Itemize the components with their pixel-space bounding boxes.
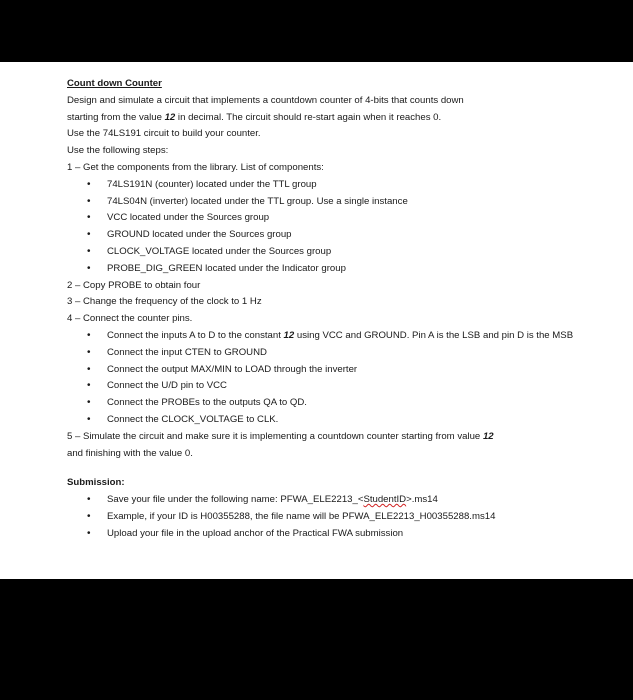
submission-item: • Save your file under the following name: PFWA_ELE2213_<StudentID>.ms14: [67, 492, 613, 509]
step-3: 3 – Change the frequency of the clock to 1 Hz: [67, 296, 262, 308]
step-5: 5 – Simulate the circuit and make sure it is implementing a countdown counter starting from value 12: [67, 430, 494, 442]
component-item: • 74LS191N (counter) located under the TTL group: [67, 177, 613, 194]
connection-item: • Connect the CLOCK_VOLTAGE to CLK.: [67, 412, 613, 429]
value-twelve: 12: [164, 111, 176, 123]
student-id-placeholder: StudentID: [363, 494, 407, 506]
submission-title: Submission:: [67, 477, 125, 489]
component-item: • PROBE_DIG_GREEN located under the Indicator group: [67, 261, 613, 278]
document-title: Count down Counter: [67, 78, 162, 89]
connection-list: [67, 328, 613, 429]
step-2: 2 – Copy PROBE to obtain four: [67, 279, 201, 291]
component-list: [67, 177, 613, 278]
spacer: [67, 462, 613, 475]
intro-line-4: Use the following steps:: [67, 145, 169, 157]
submission-item: • Upload your file in the upload anchor of the Practical FWA submission: [67, 526, 613, 543]
submission-item: • Example, if your ID is H00355288, the file name will be PFWA_ELE2213_H00355288.ms14: [67, 509, 613, 526]
connection-item: • Connect the PROBEs to the outputs QA to QD.: [67, 395, 613, 412]
intro-line-2: starting from the value 12 in decimal. The circuit should re-start again when it reaches 0.: [67, 111, 442, 123]
connection-item: • Connect the inputs A to D to the constant 12 using VCC and GROUND. Pin A is the LSB and pin D is the MSB: [67, 328, 613, 345]
document-page: [0, 62, 633, 579]
step-1: 1 – Get the components from the library. List of components:: [67, 161, 324, 173]
component-item: • VCC located under the Sources group: [67, 210, 613, 227]
component-item: • GROUND located under the Sources group: [67, 227, 613, 244]
intro-line-1: Design and simulate a circuit that implements a countdown counter of 4-bits that counts down: [67, 94, 464, 106]
step-4: 4 – Connect the counter pins.: [67, 313, 193, 325]
submission-list: [67, 492, 613, 542]
component-item: • 74LS04N (inverter) located under the TTL group. Use a single instance: [67, 194, 613, 211]
connection-item: • Connect the U/D pin to VCC: [67, 378, 613, 395]
component-item: • CLOCK_VOLTAGE located under the Sources group: [67, 244, 613, 261]
step-5-continued: and finishing with the value 0.: [67, 447, 193, 459]
intro-line-3: Use the 74LS191 circuit to build your counter.: [67, 128, 261, 140]
connection-item: • Connect the output MAX/MIN to LOAD through the inverter: [67, 362, 613, 379]
connection-item: • Connect the input CTEN to GROUND: [67, 345, 613, 362]
